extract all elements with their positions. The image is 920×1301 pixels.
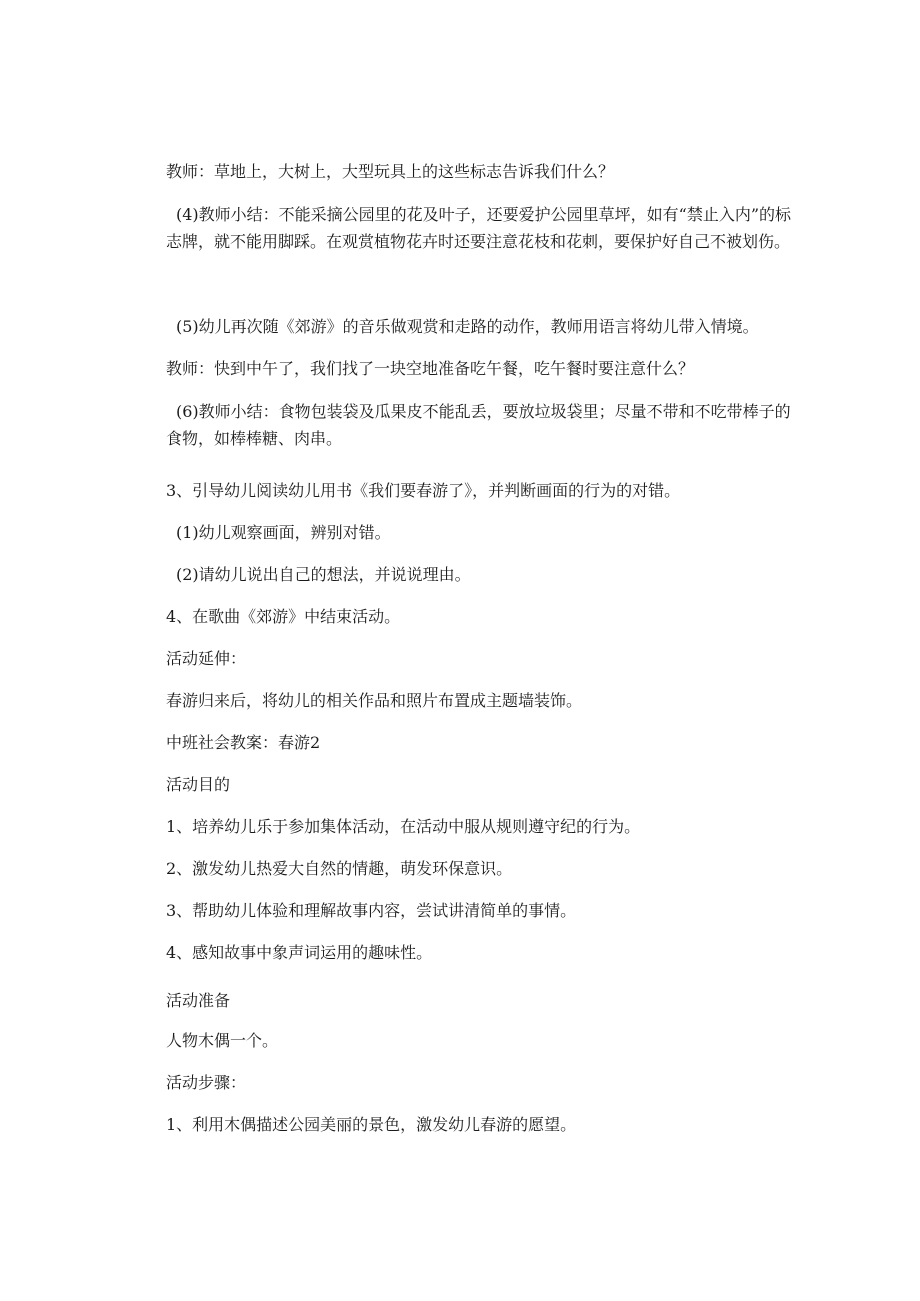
- heading-activity-extension: 活动延伸：: [166, 649, 247, 668]
- paragraph-sub-1: (1)幼儿观察画面，辨别对错。: [176, 523, 391, 542]
- paragraph-step-4: 4、在歌曲《郊游》中结束活动。: [166, 607, 401, 626]
- paragraph-step-1: 1、利用木偶描述公园美丽的景色，激发幼儿春游的愿望。: [166, 1115, 577, 1134]
- paragraph-goal-1: 1、培养幼儿乐于参加集体活动，在活动中服从规则遵守纪的行为。: [166, 817, 641, 836]
- paragraph-teacher-question-lunch: 教师：快到中午了，我们找了一块空地准备吃午餐，吃午餐时要注意什么？: [166, 359, 695, 378]
- paragraph-goal-3: 3、帮助幼儿体验和理解故事内容，尝试讲清简单的事情。: [166, 901, 577, 920]
- paragraph-teacher-question-signs: 教师：草地上，大树上，大型玩具上的这些标志告诉我们什么？: [166, 162, 615, 181]
- paragraph-goal-2: 2、激发幼儿热爱大自然的情趣，萌发环保意识。: [166, 859, 513, 878]
- heading-activity-steps: 活动步骤：: [166, 1073, 247, 1092]
- paragraph-goal-4: 4、感知故事中象声词运用的趣味性。: [166, 943, 433, 962]
- heading-activity-preparation: 活动准备: [166, 991, 231, 1010]
- paragraph-teacher-summary-6: (6)教师小结：食物包装袋及瓜果皮不能乱丢，要放垃圾袋里；尽量不带和不吃带棒子的食物，如棒棒糖、肉串。: [166, 402, 791, 448]
- paragraph-step-5: (5)幼儿再次随《郊游》的音乐做观赏和走路的动作，教师用语言将幼儿带入情境。: [176, 317, 759, 336]
- heading-activity-goals: 活动目的: [166, 775, 231, 794]
- heading-lesson-title: 中班社会教案：春游2: [166, 733, 321, 752]
- paragraph-step-3: 3、引导幼儿阅读幼儿用书《我们要春游了》，并判断画面的行为的对错。: [166, 481, 681, 500]
- paragraph-teacher-summary-4: (4)教师小结：不能采摘公园里的花及叶子，还要爱护公园里草坪，如有“禁止入内”的标志牌，就不能用脚踩。在观赏植物花卉时还要注意花枝和花刺，要保护好自己不被划伤。: [166, 205, 792, 251]
- paragraph-sub-2: (2)请幼儿说出自己的想法，并说说理由。: [176, 565, 471, 584]
- paragraph-preparation: 人物木偶一个。: [166, 1031, 279, 1050]
- paragraph-extension: 春游归来后，将幼儿的相关作品和照片布置成主题墙装饰。: [166, 691, 583, 710]
